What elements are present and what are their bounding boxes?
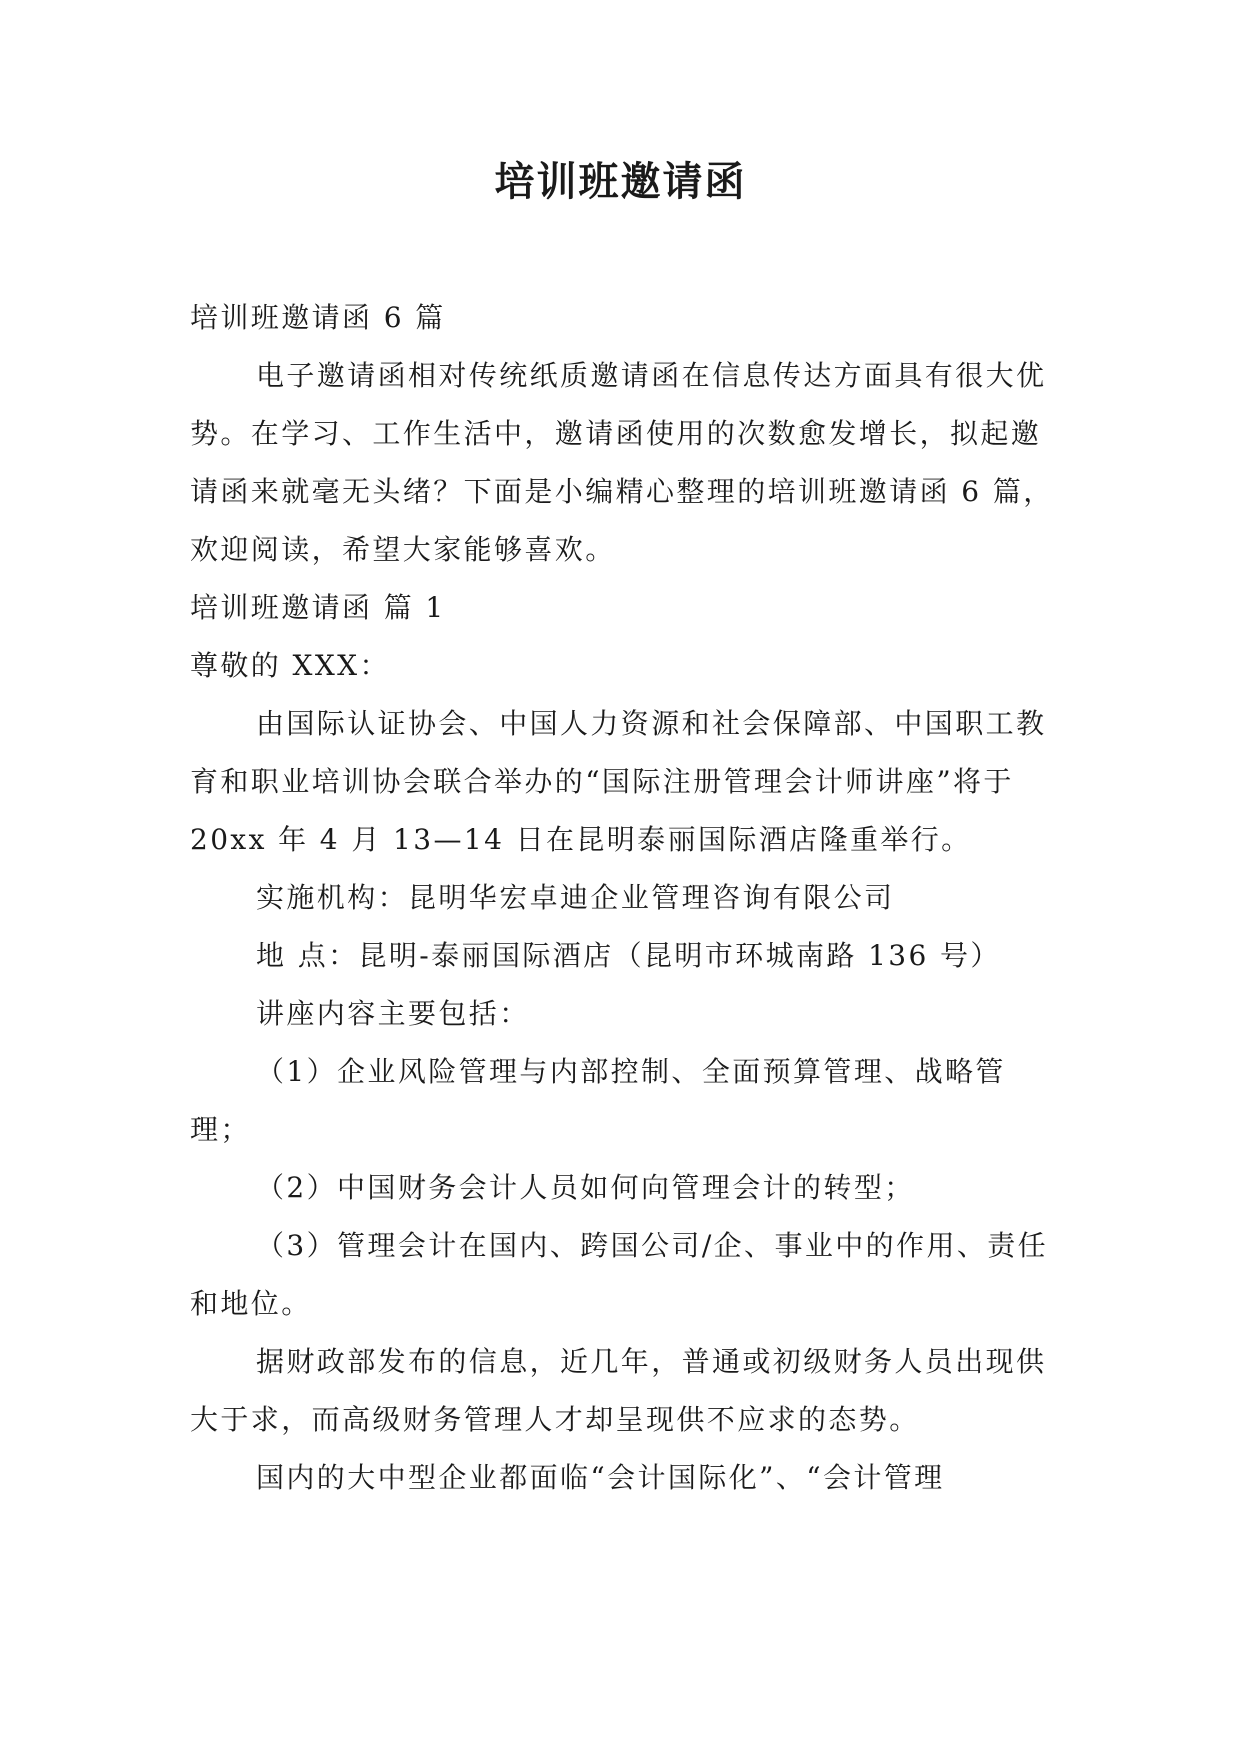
intro-paragraph: 电子邀请函相对传统纸质邀请函在信息传达方面具有很大优势。在学习、工作生活中，邀请函使用的次数愈发增长，拟起邀请函来就毫无头绪？下面是小编精心整理的培训班邀请函 6 篇，欢迎阅读，希望大家能够喜欢。 xyxy=(190,359,1054,566)
paragraph-event: 由国际认证协会、中国人力资源和社会保障部、中国职工教育和职业培训协会联合举办的“国际注册管理会计师讲座”将于 20xx 年 4 月 13—14 日在昆明泰丽国际酒店隆重举行。 xyxy=(190,707,1047,856)
document-body xyxy=(190,289,1060,1507)
paragraph-finance-info: 据财政部发布的信息，近几年，普通或初级财务人员出现供大于求，而高级财务管理人才却呈现供不应求的态势。 xyxy=(190,1345,1047,1436)
paragraph-organizer: 实施机构：昆明华宏卓迪企业管理咨询有限公司 xyxy=(256,881,895,914)
document-subtitle: 培训班邀请函 6 篇 xyxy=(190,301,446,334)
document-title: 培训班邀请函 xyxy=(494,159,747,205)
paragraph-item-1: （1）企业风险管理与内部控制、全面预算管理、战略管理； xyxy=(190,1055,1006,1146)
paragraph-item-2: （2）中国财务会计人员如何向管理会计的转型； xyxy=(256,1171,915,1204)
paragraph-item-3: （3）管理会计在国内、跨国公司/企、事业中的作用、责任和地位。 xyxy=(190,1229,1049,1320)
paragraph-location: 地 点：昆明-泰丽国际酒店（昆明市环城南路 136 号） xyxy=(256,939,1001,972)
salutation: 尊敬的 XXX： xyxy=(190,649,390,682)
section-heading: 培训班邀请函 篇 1 xyxy=(190,591,446,624)
paragraph-domestic: 国内的大中型企业都面临“会计国际化”、“会计管理 xyxy=(256,1461,945,1494)
paragraph-content-intro: 讲座内容主要包括： xyxy=(256,997,530,1030)
